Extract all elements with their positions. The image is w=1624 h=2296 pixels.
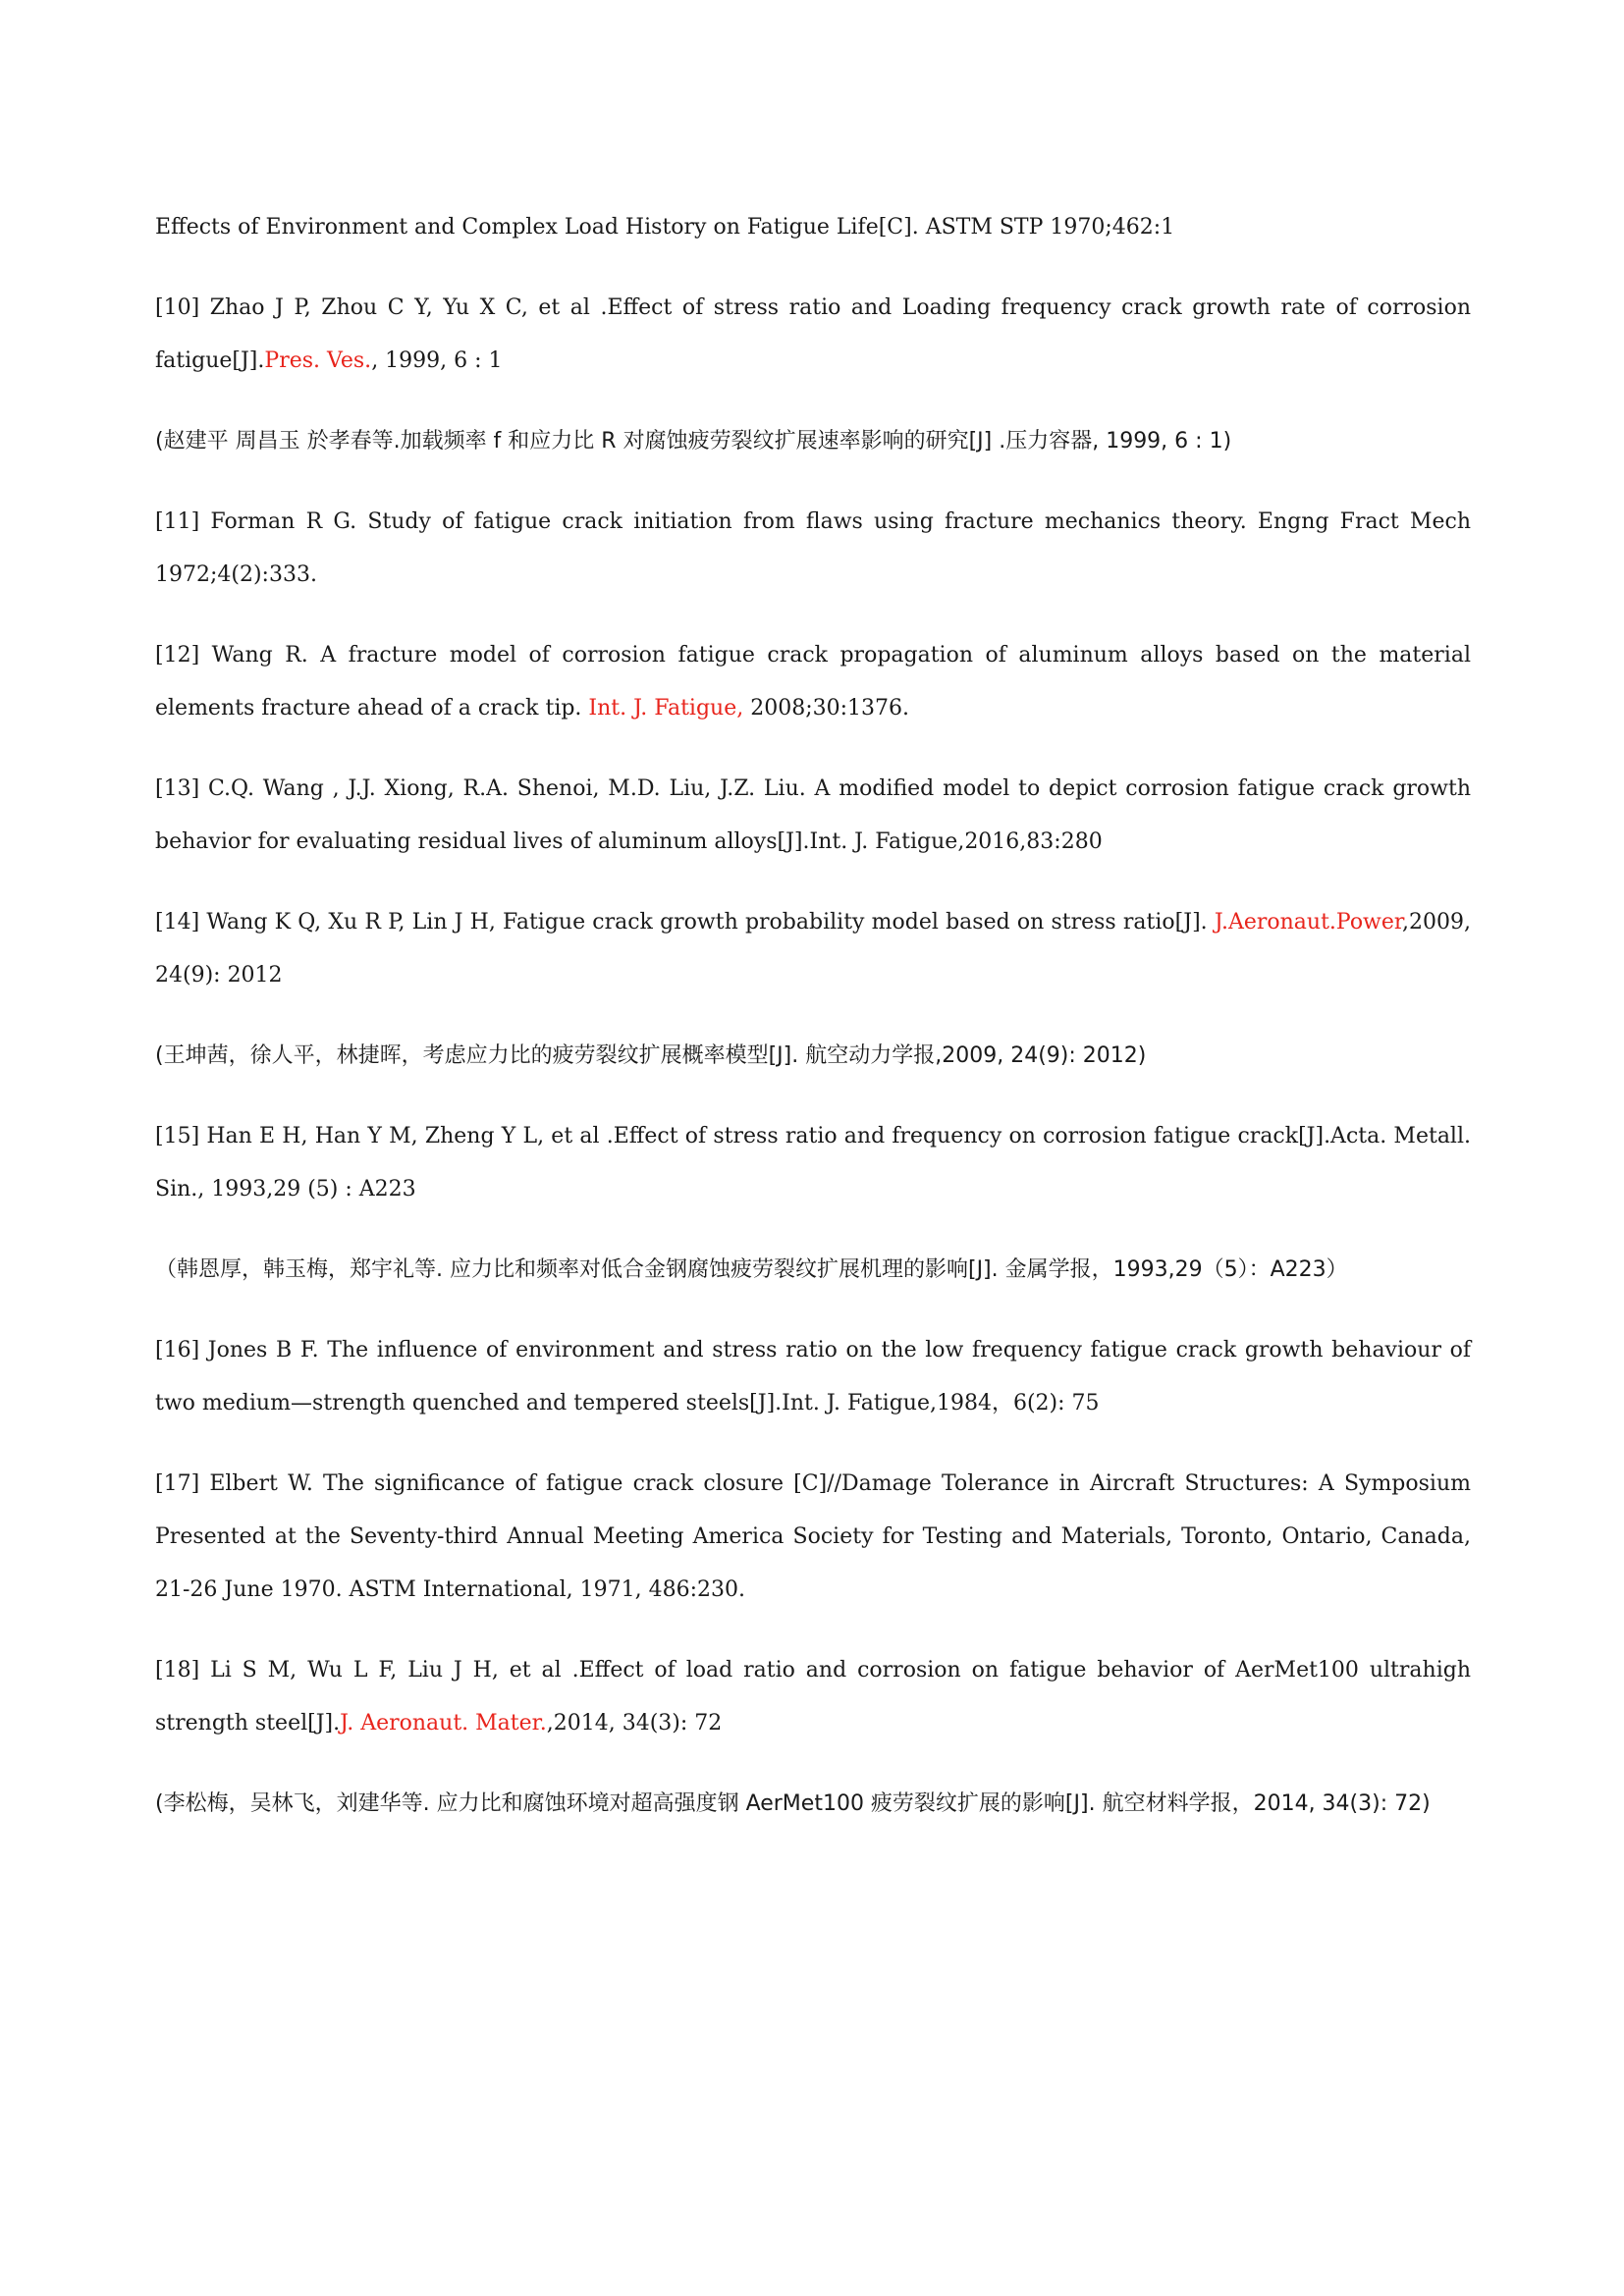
reference-text: [16] Jones B F. The influence of environment and stress ratio on the low frequency fatigue crack growth behaviour of two medium—strength quenched and tempered steels[J].Int. J. Fatigue,1984，6(2): 75 <box>155 1338 1471 1415</box>
reference-ref-16 <box>155 1324 1471 1430</box>
reference-ref-13 <box>155 763 1471 869</box>
reference-ref-14 <box>155 896 1471 1002</box>
reference-text: [15] Han E H, Han Y M, Zheng Y L, et al .Effect of stress ratio and frequency on corrosion fatigue crack[J].Acta. Metall. Sin., 1993,29 (5) : A223 <box>155 1124 1471 1201</box>
journal-abbreviation: Pres. Ves. <box>264 348 372 373</box>
journal-abbreviation: Int. J. Fatigue, <box>588 696 744 721</box>
reference-ref-14-cn <box>155 1030 1471 1083</box>
reference-list <box>155 201 1471 1858</box>
reference-text: ,2009, 24(9): 2012 <box>155 910 1471 988</box>
reference-text: (李松梅，吴林飞，刘建华等. 应力比和腐蚀环境对超高强度钢 AerMet100 疲劳裂纹扩展的影响[J]. 航空材料学报，2014, 34(3): 72) <box>155 1791 1431 1816</box>
reference-text: (王坤茜，徐人平，林捷晖，考虑应力比的疲劳裂纹扩展概率模型[J]. 航空动力学报,2009, 24(9): 2012) <box>155 1043 1147 1068</box>
reference-ref-17 <box>155 1458 1471 1617</box>
reference-text: （韩恩厚，韩玉梅，郑宇礼等. 应力比和频率对低合金钢腐蚀疲劳裂纹扩展机理的影响[J]. 金属学报，1993,29（5）：A223） <box>155 1257 1348 1282</box>
reference-text: [17] Elbert W. The significance of fatigue crack closure [C]//Damage Tolerance in Aircraft Structures: A Symposium Presented at the Seventy-third Annual Meeting America Society for Testing and Materials, Toronto, Ontario, Canada, 21-26 June 1970. ASTM International, 1971, 486:230. <box>155 1471 1471 1602</box>
reference-ref-15 <box>155 1110 1471 1216</box>
reference-ref-10 <box>155 282 1471 388</box>
reference-ref-10-cn <box>155 415 1471 468</box>
reference-text: Effects of Environment and Complex Load History on Fatigue Life[C]. ASTM STP 1970;462:1 <box>155 215 1175 240</box>
reference-ref-9-cont <box>155 201 1471 254</box>
journal-abbreviation: J. Aeronaut. Mater. <box>340 1711 547 1735</box>
reference-text: [10] Zhao J P, Zhou C Y, Yu X C, et al .Effect of stress ratio and Loading frequency crack growth rate of corrosion fatigue[J]. <box>155 295 1471 373</box>
reference-ref-12 <box>155 629 1471 735</box>
reference-text: [18] Li S M, Wu L F, Liu J H, et al .Effect of load ratio and corrosion on fatigue behavior of AerMet100 ultrahigh strength steel[J]. <box>155 1658 1471 1735</box>
reference-ref-11 <box>155 496 1471 602</box>
reference-ref-18 <box>155 1644 1471 1750</box>
reference-text: , 1999, 6 : 1 <box>371 348 503 373</box>
reference-text: [12] Wang R. A fracture model of corrosion fatigue crack propagation of aluminum alloys based on the material elements fracture ahead of a crack tip. <box>155 643 1471 721</box>
reference-text: [13] C.Q. Wang , J.J. Xiong, R.A. Shenoi, M.D. Liu, J.Z. Liu. A modified model to depict corrosion fatigue crack growth behavior for evaluating residual lives of aluminum alloys[J].Int. J. Fatigue,2016,83:280 <box>155 776 1471 854</box>
reference-text: [11] Forman R G. Study of fatigue crack initiation from flaws using fracture mechanics theory. Engng Fract Mech 1972;4(2):333. <box>155 509 1471 587</box>
reference-ref-15-cn <box>155 1244 1471 1297</box>
reference-text: ,2014, 34(3): 72 <box>546 1711 723 1735</box>
reference-text: (赵建平 周昌玉 於孝春等.加载频率 f 和应力比 R 对腐蚀疲劳裂纹扩展速率影响的研究[J] .压力容器, 1999, 6 : 1) <box>155 429 1232 454</box>
reference-text: [14] Wang K Q, Xu R P, Lin J H, Fatigue crack growth probability model based on stress ratio[J]. <box>155 910 1215 934</box>
journal-abbreviation: J.Aeronaut.Power <box>1214 910 1403 934</box>
reference-ref-18-cn <box>155 1778 1471 1831</box>
reference-text: 2008;30:1376. <box>743 696 910 721</box>
